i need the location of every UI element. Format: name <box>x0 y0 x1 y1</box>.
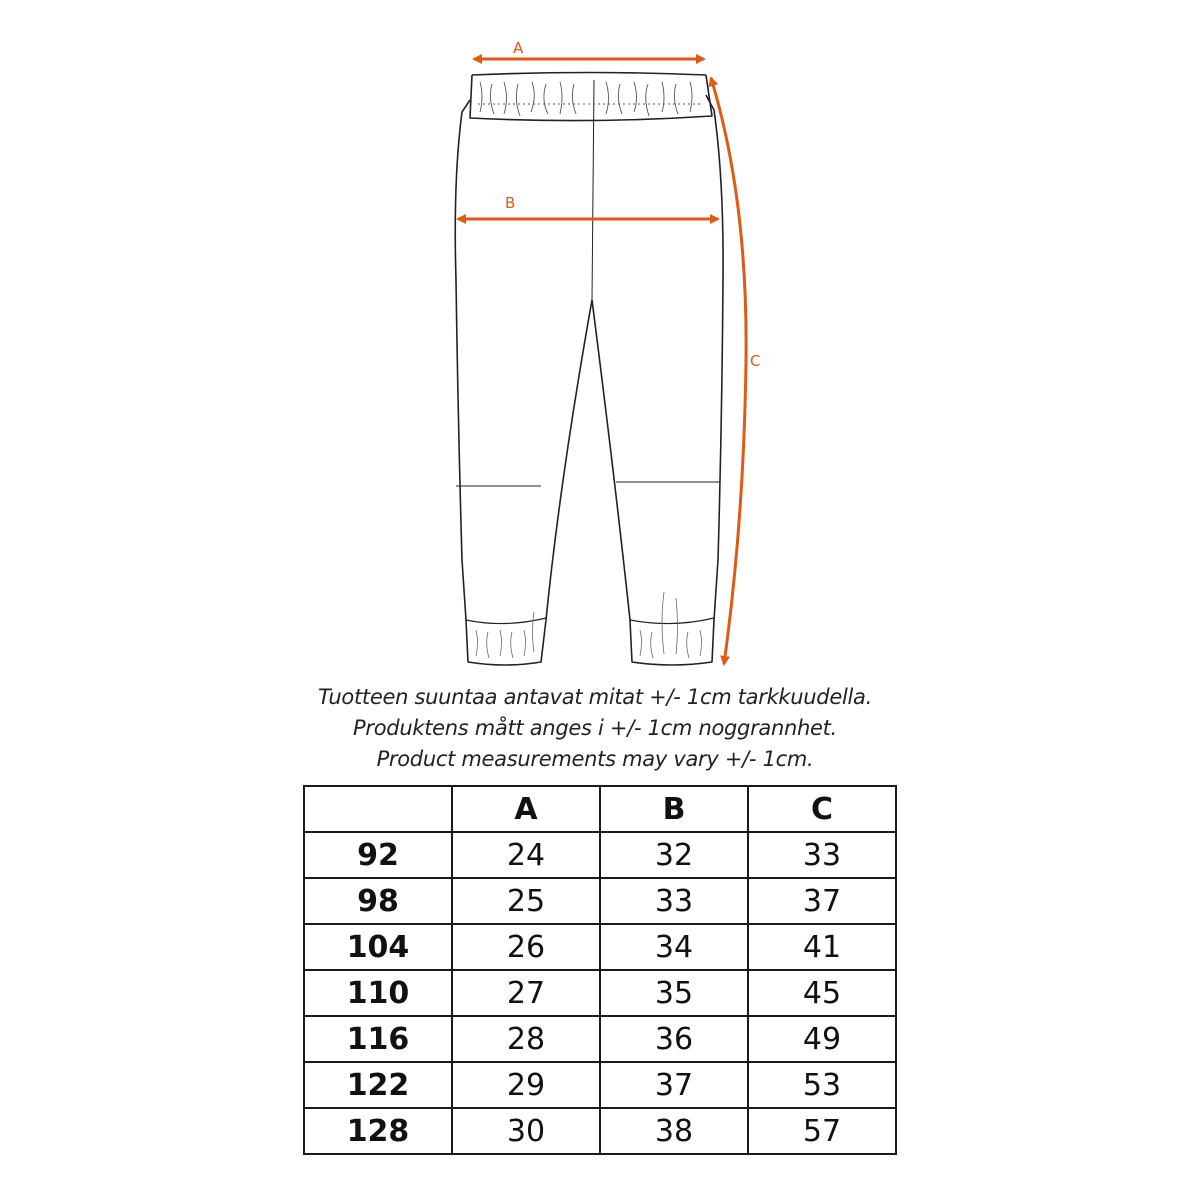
table-row <box>304 832 896 878</box>
value-cell-c: 49 <box>748 1016 896 1062</box>
value-cell-c: 45 <box>748 970 896 1016</box>
value-cell-c: 53 <box>748 1062 896 1108</box>
table-header-a: A <box>452 786 600 832</box>
value-cell-b: 33 <box>600 878 748 924</box>
value-cell-a: 27 <box>452 970 600 1016</box>
size-cell: 104 <box>304 924 452 970</box>
value-cell-c: 41 <box>748 924 896 970</box>
dimension-c <box>711 78 760 664</box>
table-row <box>304 878 896 924</box>
size-cell: 122 <box>304 1062 452 1108</box>
table-header-b: B <box>600 786 748 832</box>
table-row <box>304 1016 896 1062</box>
table-header-row <box>304 786 896 832</box>
value-cell-b: 36 <box>600 1016 748 1062</box>
value-cell-b: 34 <box>600 924 748 970</box>
size-cell: 98 <box>304 878 452 924</box>
waistband-gathering <box>478 82 700 116</box>
dimension-b <box>458 194 718 219</box>
cuff-gathering <box>476 592 702 658</box>
value-cell-a: 26 <box>452 924 600 970</box>
value-cell-c: 33 <box>748 832 896 878</box>
size-cell: 128 <box>304 1108 452 1154</box>
size-table <box>303 785 897 1155</box>
table-row <box>304 1108 896 1154</box>
table-row <box>304 1062 896 1108</box>
dimension-a <box>474 39 704 59</box>
value-cell-a: 24 <box>452 832 600 878</box>
dimension-a-label: A <box>513 39 524 57</box>
value-cell-a: 30 <box>452 1108 600 1154</box>
size-cell: 116 <box>304 1016 452 1062</box>
value-cell-b: 35 <box>600 970 748 1016</box>
table-header-c: C <box>748 786 896 832</box>
dimension-b-label: B <box>505 194 516 212</box>
value-cell-a: 25 <box>452 878 600 924</box>
value-cell-a: 29 <box>452 1062 600 1108</box>
size-cell: 92 <box>304 832 452 878</box>
size-cell: 110 <box>304 970 452 1016</box>
value-cell-c: 37 <box>748 878 896 924</box>
note-swedish: Produktens mått anges i +/- 1cm noggrannhet. <box>353 716 837 740</box>
table-row <box>304 924 896 970</box>
pants-outline <box>455 73 723 666</box>
value-cell-b: 37 <box>600 1062 748 1108</box>
value-cell-c: 57 <box>748 1108 896 1154</box>
value-cell-b: 32 <box>600 832 748 878</box>
dimension-c-label: C <box>750 352 761 370</box>
table-header-size <box>304 786 452 832</box>
note-english: Product measurements may vary +/- 1cm. <box>376 747 814 771</box>
value-cell-a: 28 <box>452 1016 600 1062</box>
value-cell-b: 38 <box>600 1108 748 1154</box>
note-finnish: Tuotteen suuntaa antavat mitat +/- 1cm tarkkuudella. <box>318 685 872 709</box>
table-row <box>304 970 896 1016</box>
